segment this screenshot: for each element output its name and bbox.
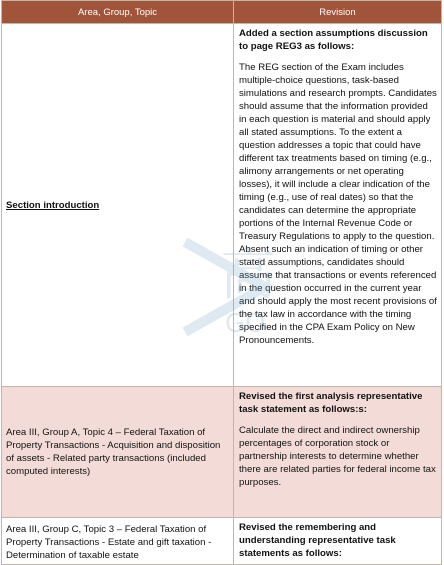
revision-heading: Revised the first analysis representative task statement as follows:s: [239,391,423,415]
header-revision: Revision [234,1,442,24]
revision-table [1,0,442,565]
table-header-row [2,1,442,24]
table-row [2,387,442,518]
revision-cell [234,24,442,387]
topic-cell: Area III, Group A, Topic 4 – Federal Taxation of Property Transactions - Acquisition and disposition of assets - Related party transactions (included computed interests) [2,387,234,518]
revision-body: The REG section of the Exam includes multiple-choice questions, task-based simulations and research prompts. Candidates should assume that the information provided in each question is material and should apply all stated assumptions. To the extent a question addresses a topic that could have different tax treatments based on timing (e.g., alimony arrangements or net operating losses), it will include a clear indication of the timing (e.g., use of real dates) so that the candidates can determine the appropriate portions of the Internal Revenue Code or Treasury Regulations to apply to the question. Absent such an indication of timing or other stated assumptions, candidates should assume that transactions or events referenced in the question occurred in the current year and should apply the most recent provisions of the tax law in accordance with the timing specified in the CPA Exam Policy on New Pronouncements. [239,62,437,346]
revision-heading: Added a section assumptions discussion to page REG3 as follows: [239,28,428,52]
header-area-group-topic: Area, Group, Topic [2,1,234,24]
topic-cell: Area III, Group C, Topic 3 – Federal Taxation of Property Transactions - Estate and gift taxation - Determination of taxable estate [2,518,234,565]
topic-cell [2,24,234,387]
watermark-glyph: 高 [220,243,276,308]
table-row [2,518,442,565]
table-row [2,24,442,387]
revision-cell [234,387,442,518]
section-introduction-label: Section introduction [6,199,100,211]
revision-body: Calculate the direct and indirect ownership percentages of corporation stock or partnership interests to determine whether there are related parties for federal income tax purposes. [239,425,436,488]
watermark-latin: GO [225,309,266,339]
revision-heading: Revised the remembering and understanding representative task statements as follows: [239,522,396,559]
revision-cell [234,518,442,565]
